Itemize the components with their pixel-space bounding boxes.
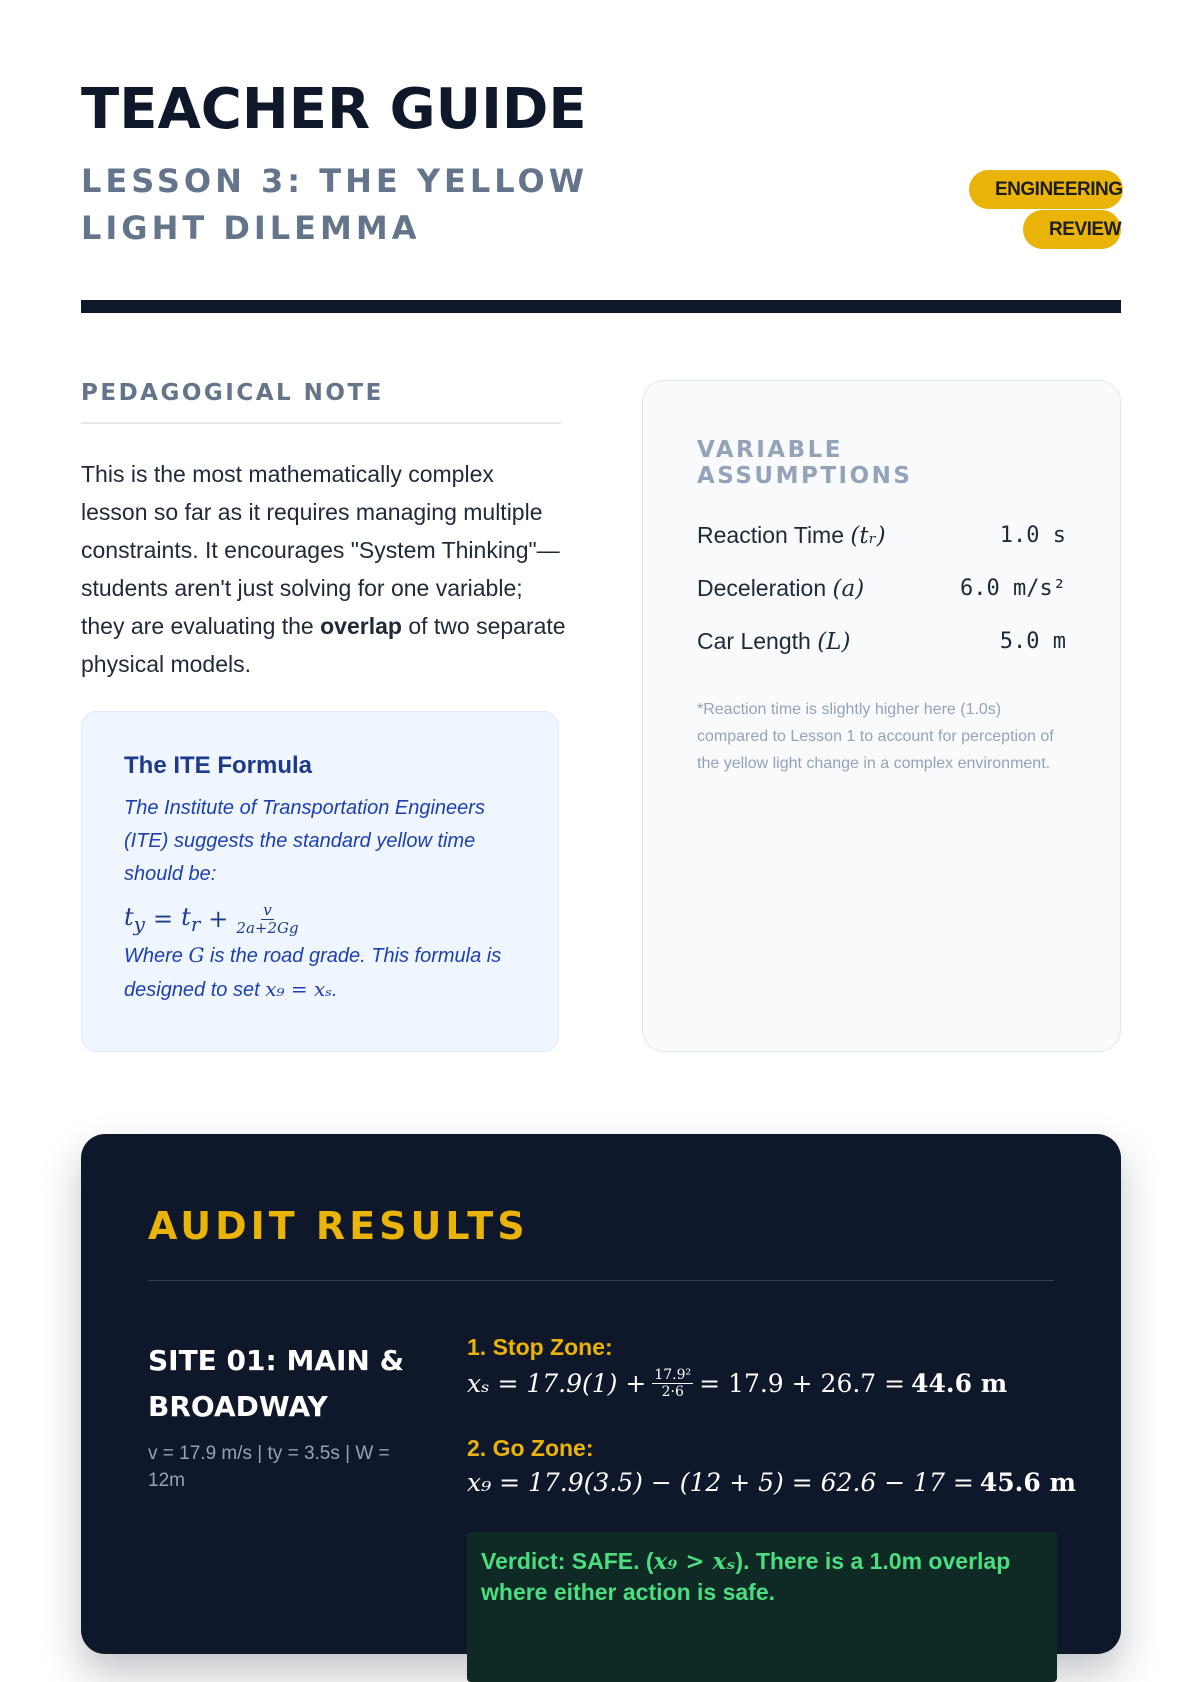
go-eq-result: 45.6 m: [979, 1468, 1076, 1497]
page-title: TEACHER GUIDE: [81, 77, 587, 142]
verdict-suffix: ). There is a 1.0m overlap where either action is safe.: [481, 1548, 1011, 1605]
formula-description: The Institute of Transportation Engineers (ITE) suggests the standard yellow time should be:: [124, 797, 485, 885]
verdict-box: [467, 1532, 1057, 1682]
site-parameters: v = 17.9 m/s | ty = 3.5s | W = 12m: [148, 1443, 390, 1491]
assumption-symbol: (tᵣ): [850, 523, 886, 549]
assumption-value: 5.0 m: [999, 629, 1066, 654]
note-text-bold: overlap: [320, 613, 402, 639]
where-prefix: Where: [124, 945, 189, 967]
assumption-label: [697, 575, 864, 602]
assumptions-footnote: *Reaction time is slightly higher here (1.0s) compared to Lesson 1 to account for perception of the yellow light change in a complex environment.: [697, 701, 1054, 772]
stop-eq-denominator: 2·6: [661, 1384, 684, 1400]
formula-lhs-var: t: [124, 902, 134, 931]
variable-assumptions-card: [642, 380, 1121, 1052]
audit-divider: [148, 1280, 1054, 1281]
assumption-label-text: Car Length: [697, 628, 811, 654]
assumption-row: [697, 615, 1066, 668]
assumption-value: 1.0 s: [999, 523, 1066, 548]
pedagogical-note-text: [81, 455, 566, 683]
go-zone-equation: [467, 1468, 1076, 1497]
formula-denominator: 2a+2Gg: [236, 918, 299, 937]
formula-equals: =: [152, 905, 174, 933]
note-text-end: of two separate physical models.: [81, 613, 566, 677]
assumptions-heading: VARIABLE ASSUMPTIONS: [697, 437, 913, 489]
ite-formula-equation: [124, 899, 518, 939]
go-eq-lhs: x₉ = 17.9(3.5) − (12 + 5) = 62.6 − 17 =: [467, 1468, 974, 1497]
stop-eq-result: 44.6 m: [911, 1369, 1008, 1398]
assumption-row: [697, 509, 1066, 562]
formula-lhs: [124, 903, 145, 936]
formula-numerator: v: [263, 900, 272, 919]
stop-eq-numerator: 17.9²: [654, 1367, 692, 1383]
assumption-label: [697, 628, 850, 655]
stop-eq-lhs: xₛ = 17.9(1) +: [467, 1369, 647, 1398]
formula-term1-sub: r: [190, 911, 201, 936]
verdict-math: x₉ > xₛ: [653, 1548, 736, 1575]
stop-eq-rhs: = 17.9 + 26.7 =: [699, 1369, 906, 1398]
assumption-value: 6.0 m/s²: [960, 576, 1066, 601]
assumption-row: [697, 562, 1066, 615]
go-zone-calculation: [467, 1435, 1076, 1497]
stop-zone-equation: [467, 1367, 1057, 1400]
formula-title: The ITE Formula: [124, 752, 313, 779]
formula-lhs-sub: y: [133, 911, 145, 936]
audit-heading: AUDIT RESULTS: [148, 1204, 529, 1248]
assumption-label: [697, 522, 886, 549]
lesson-subtitle: LESSON 3: THE YELLOW LIGHT DILEMMA: [81, 162, 589, 247]
where-text: is the road grade. This formula is designed to set: [124, 945, 502, 1001]
stop-zone-heading: 1. Stop Zone:: [467, 1334, 613, 1360]
badge-label: ENGINEERING REVIEW: [969, 170, 1123, 249]
note-text-start: This is the most mathematically complex lesson so far as it requires managing multiple constraints. It encourages "System Thinking"—students aren't just solving for one variable; they are evaluating the: [81, 461, 560, 639]
stop-eq-fraction: [652, 1367, 693, 1400]
assumption-symbol: (L): [817, 629, 851, 655]
audit-results-panel: [81, 1134, 1121, 1654]
verdict-prefix: Verdict: SAFE. (: [481, 1548, 654, 1574]
status-badge: [969, 170, 1121, 250]
formula-fraction: [236, 902, 298, 937]
ite-formula-card: [81, 711, 559, 1052]
formula-plus: +: [208, 905, 229, 933]
site-name: SITE 01: MAIN & BROADWAY: [148, 1344, 405, 1423]
formula-term1-var: t: [181, 902, 191, 931]
where-end: .: [332, 979, 338, 1001]
formula-where-text: [124, 939, 518, 1007]
go-zone-heading: 2. Go Zone:: [467, 1435, 594, 1461]
assumption-label-text: Reaction Time: [697, 522, 845, 548]
assumption-symbol: (a): [832, 576, 865, 602]
pedagogical-note-heading: PEDAGOGICAL NOTE: [81, 380, 561, 424]
where-var: G: [188, 943, 205, 967]
where-math: x₉ = xₛ: [265, 977, 333, 1001]
stop-zone-calculation: [467, 1334, 1057, 1400]
assumption-label-text: Deceleration: [697, 575, 827, 601]
header-divider: [81, 300, 1121, 313]
formula-term1: [181, 903, 200, 936]
